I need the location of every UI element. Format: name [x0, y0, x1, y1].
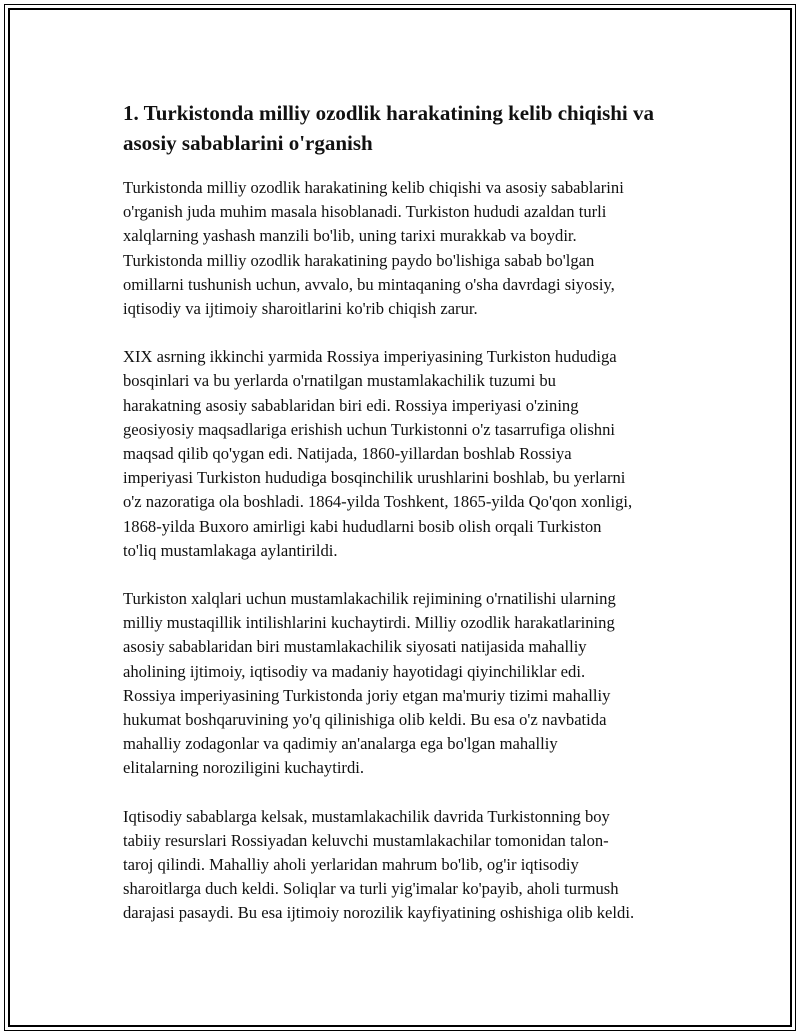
text-line: Rossiya imperiyasining Turkistonda joriy etgan ma'muriy tizimi mahalliy [123, 685, 611, 705]
text-line: harakatning asosiy sabablaridan biri edi. Rossiya imperiyasi o'zining [123, 395, 579, 415]
paragraph-2 [123, 345, 723, 563]
text-line: hukumat boshqaruvining yo'q qilinishiga olib keldi. Bu esa o'z navbatida [123, 710, 607, 730]
text-line: mahalliy zodagonlar va qadimiy an'analarga ega bo'lgan mahalliy [123, 734, 558, 754]
text-line: darajasi pasaydi. Bu esa ijtimoiy norozilik kayfiyatining oshishiga olib keldi. [123, 903, 635, 923]
paragraph-1 [123, 176, 723, 321]
text-line: maqsad qilib qo'ygan edi. Natijada, 1860-yillardan boshlab Rossiya [123, 444, 572, 464]
text-line: bosqinlari va bu yerlarda o'rnatilgan mustamlakachilik tuzumi bu [123, 371, 556, 391]
text-line: sharoitlarga duch keldi. Soliqlar va turli yig'imalar ko'payib, aholi turmush [123, 879, 619, 899]
text-line: to'liq mustamlakaga aylantirildi. [123, 540, 338, 560]
document-body [123, 98, 723, 950]
text-line: Turkistonda milliy ozodlik harakatining kelib chiqishi va asosiy sabablarini [123, 178, 624, 197]
text-line: omillarni tushunish uchun, avvalo, bu mintaqaning o'sha davrdagi siyosiy, [123, 274, 615, 294]
text-line: milliy mustaqillik intilishlarini kuchaytirdi. Milliy ozodlik harakatlarining [123, 613, 615, 633]
paragraph-4 [123, 805, 723, 926]
text-line: o'z nazoratiga ola boshladi. 1864-yilda Toshkent, 1865-yilda Qo'qon xonligi, [123, 492, 633, 512]
text-line: geosiyosiy maqsadlariga erishish uchun Turkistonni o'z tasarrufiga olishni [123, 419, 615, 439]
heading-line: 1. Turkistonda milliy ozodlik harakatining kelib chiqishi va [123, 101, 654, 125]
page-border [4, 4, 796, 1031]
text-line: Iqtisodiy sabablarga kelsak, mustamlakachilik davrida Turkistonning boy [123, 806, 610, 826]
text-line: 1868-yilda Buxoro amirligi kabi hududlarni bosib olish orqali Turkiston [123, 516, 602, 536]
text-line: asosiy sabablaridan biri mustamlakachilik siyosati natijasida mahalliy [123, 637, 587, 657]
text-line: imperiyasi Turkiston hududiga bosqinchilik urushlarini boshlab, bu yerlarni [123, 468, 626, 488]
section-heading [123, 98, 723, 158]
text-line: XIX asrning ikkinchi yarmida Rossiya imperiyasining Turkiston hududiga [123, 347, 617, 367]
text-line: iqtisodiy va ijtimoiy sharoitlarini ko'rib chiqish zarur. [123, 299, 478, 319]
text-line: o'rganish juda muhim masala hisoblanadi. Turkiston hududi azaldan turli [123, 202, 607, 222]
text-line: tabiiy resurslari Rossiyadan keluvchi mustamlakachilar tomonidan talon- [123, 830, 609, 850]
text-line: elitalarning noroziligini kuchaytirdi. [123, 758, 365, 778]
paragraph-3 [123, 587, 723, 781]
text-line: aholining ijtimoiy, iqtisodiy va madaniy hayotidagi qiyinchiliklar edi. [123, 661, 586, 681]
text-line: xalqlarning yashash manzili bo'lib, uning tarixi murakkab va boydir. [123, 226, 577, 246]
text-line: taroj qilindi. Mahalliy aholi yerlaridan mahrum bo'lib, og'ir iqtisodiy [123, 855, 579, 875]
text-line: Turkistonda milliy ozodlik harakatining paydo bo'lishiga sabab bo'lgan [123, 250, 595, 270]
text-line: Turkiston xalqlari uchun mustamlakachilik rejimining o'rnatilishi ularning [123, 589, 616, 609]
heading-line: asosiy sabablarini o'rganish [123, 131, 373, 155]
